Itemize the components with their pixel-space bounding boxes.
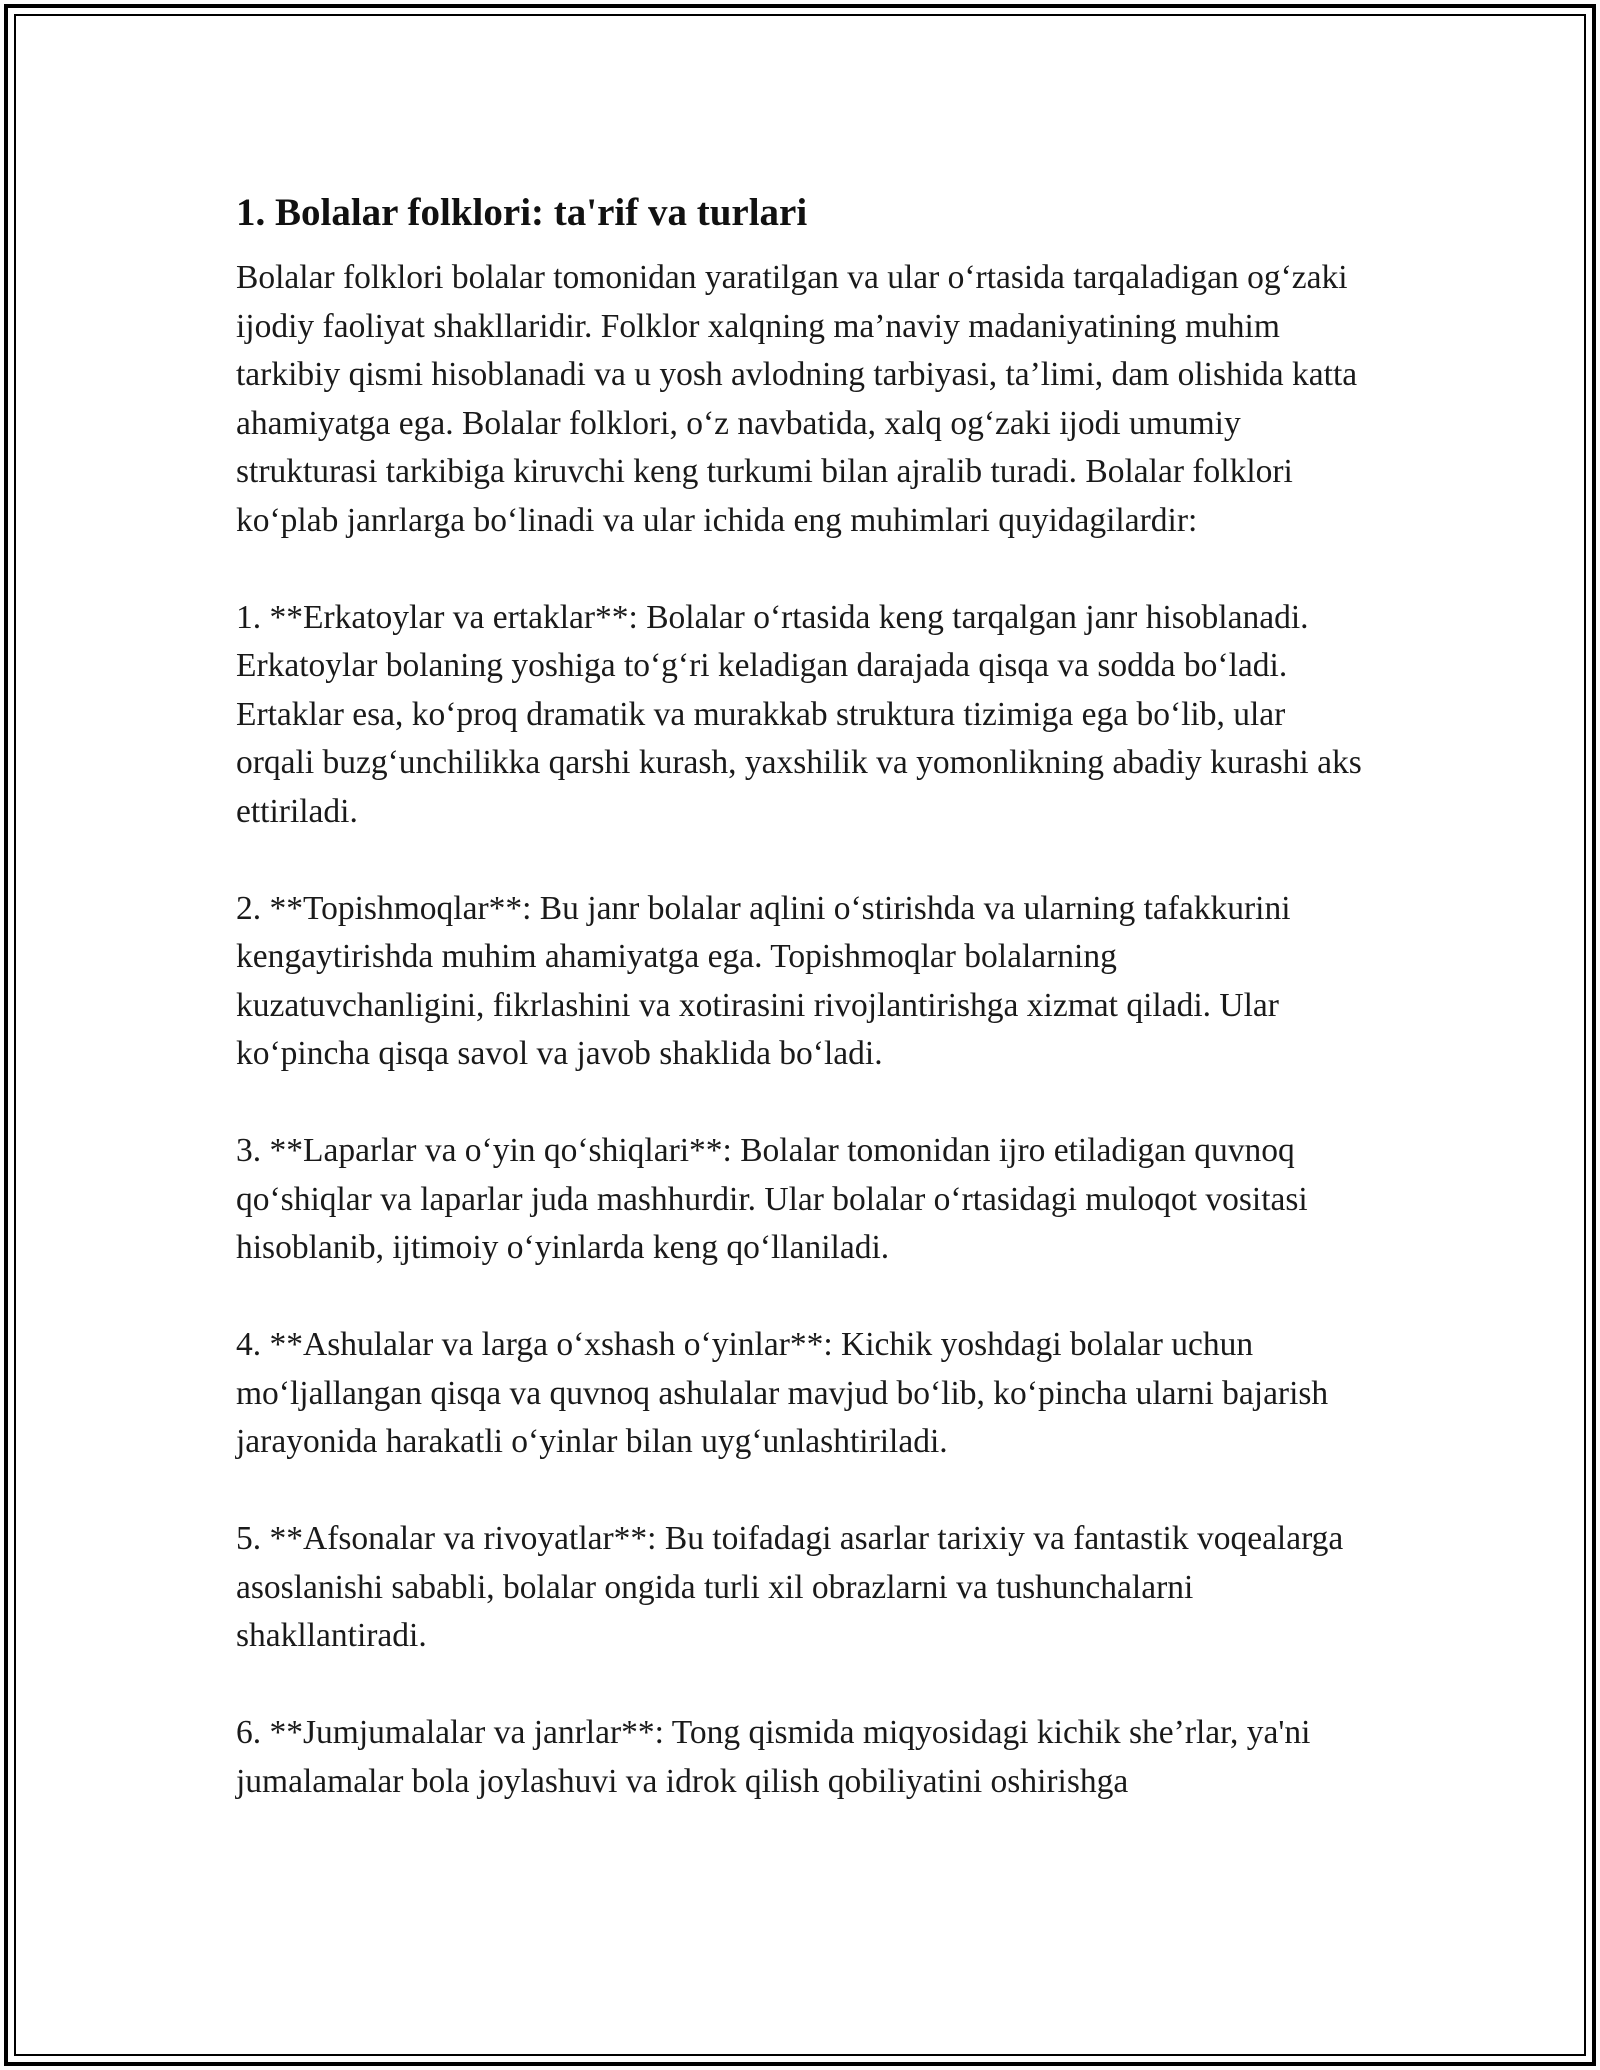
intro-paragraph: Bolalar folklori bolalar tomonidan yaratilgan va ular o‘rtasida tarqaladigan og‘zaki ijodiy faoliyat shakllaridir. Folklor xalqning ma’naviy madaniyatining muhim tarkibiy qismi hisoblanadi va u yosh avlodning tarbiyasi, ta’limi, dam olishida katta ahamiyatga ega. Bolalar folklori, o‘z navbatida, xalq og‘zaki ijodi umumiy strukturasi tarkibiga kiruvchi keng turkumi bilan ajralib turadi. Bolalar folklori ko‘plab janrlarga bo‘linadi va ular ichida eng muhimlari quyidagilardir: <box>236 259 1358 539</box>
list-item-topishmoqlar: 2. **Topishmoqlar**: Bu janr bolalar aqlini o‘stirishda va ularning tafakkurini kengaytirishda muhim ahamiyatga ega. Topishmoqlar bolalarning kuzatuvchanligini, fikrlashini va xotirasini rivojlantirishga xizmat qiladi. Ular ko‘pincha qisqa savol va javob shaklida bo‘ladi. <box>236 889 1291 1072</box>
section-heading: 1. Bolalar folklori: ta'rif va turlari <box>236 191 808 234</box>
list-item-ashulalar: 4. **Ashulalar va larga o‘xshash o‘yinlar**: Kichik yoshdagi bolalar uchun mo‘ljallangan qisqa va quvnoq ashulalar mavjud bo‘lib, ko‘pincha ularni bajarish jarayonida harakatli o‘yinlar bilan uyg‘unlashtiriladi. <box>236 1326 1329 1460</box>
list-item-erkatoylar: 1. **Erkatoylar va ertaklar**: Bolalar o‘rtasida keng tarqalgan janr hisoblanadi. Erkatoylar bolaning yoshiga to‘g‘ri keladigan darajada qisqa va sodda bo‘ladi. Ertaklar esa, ko‘proq dramatik va murakkab struktura tizimiga ega bo‘lib, ular orqali buzg‘unchilikka qarshi kurash, yaxshilik va yomonlikning abadiy kurashi aks ettiriladi. <box>236 598 1362 830</box>
list-item-jumjumalalar: 6. **Jumjumalalar va janrlar**: Tong qismida miqyosidagi kichik she’rlar, ya'ni jumalamalar bola joylashuvi va idrok qilish qobiliyatini oshirishga <box>236 1714 1311 1800</box>
list-item-laparlar: 3. **Laparlar va o‘yin qo‘shiqlari**: Bolalar tomonidan ijro etiladigan quvnoq qo‘shiqlar va laparlar juda mashhurdir. Ular bolalar o‘rtasidagi muloqot vositasi hisoblanib, ijtimoiy o‘yinlarda keng qo‘llaniladi. <box>236 1132 1308 1266</box>
list-item-afsonalar: 5. **Afsonalar va rivoyatlar**: Bu toifadagi asarlar tarixiy va fantastik voqealarga asoslanishi sababli, bolalar ongida turli xil obrazlarni va tushunchalarni shakllantiradi. <box>236 1520 1344 1654</box>
document-body <box>236 188 1366 1806</box>
